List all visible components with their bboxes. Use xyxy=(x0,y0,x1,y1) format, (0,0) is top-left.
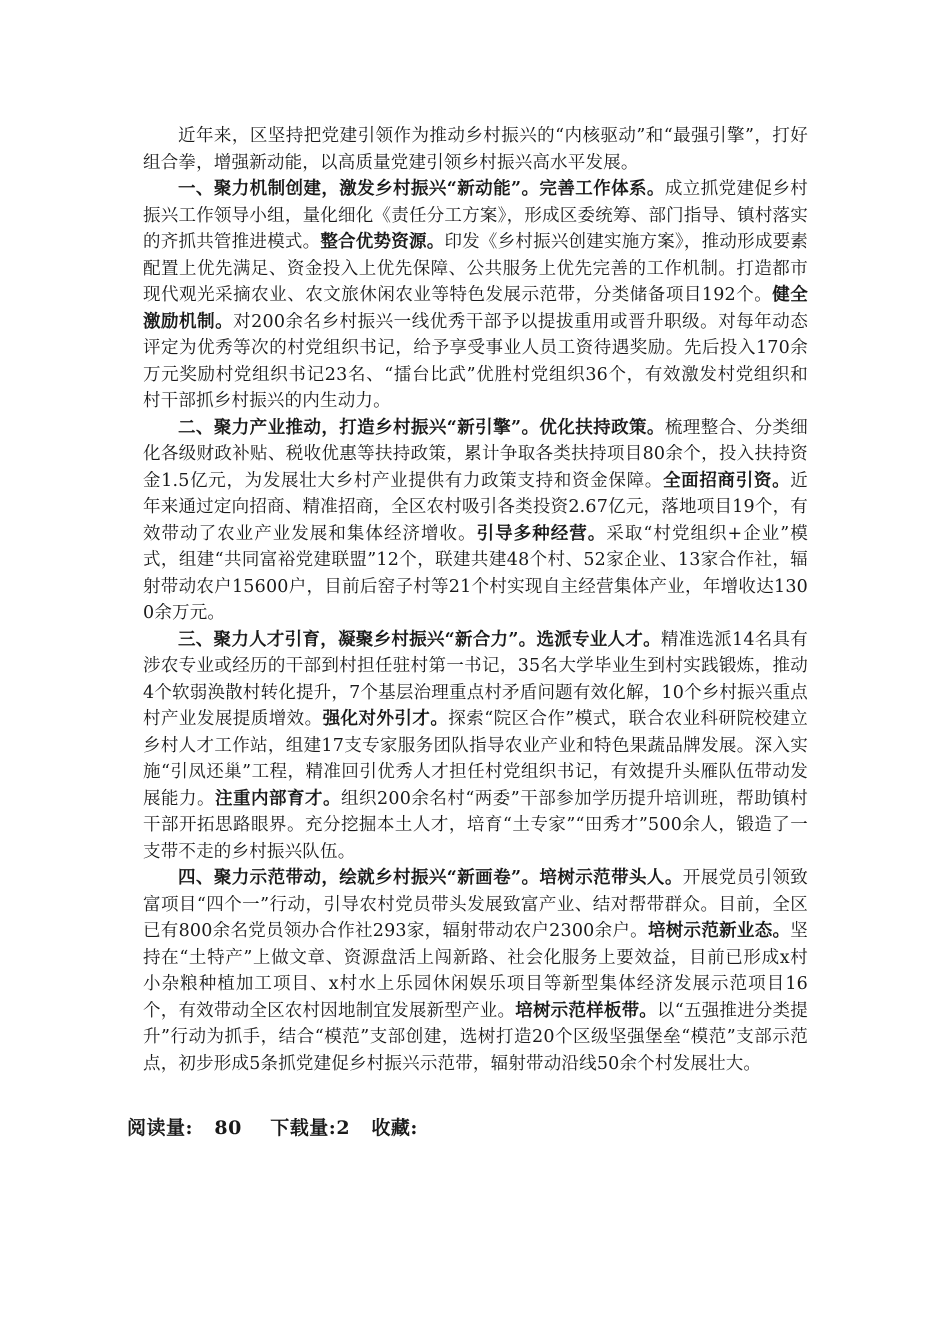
section-2-item-2-text: 近年来通过定向招商、精准招商，全区农村吸引各类投资2.67亿元，落地项目19个，有效带动了农业产业发展和集体经济增收。 xyxy=(143,470,808,544)
download-count-label: 下载量: xyxy=(270,1117,337,1139)
section-3-item-1-label: 选派专业人才。 xyxy=(536,629,661,650)
section-2-item-3-text: 采取“村党组织+企业”模式，组建“共同富裕党建联盟”12个，联建共建48个村、52家企业、13家合作社，辐射带动农户15600户，目前后窑子村等21个村实现自主经营集体产业，年增收达1300余万元。 xyxy=(143,523,808,623)
section-2-paragraph xyxy=(143,415,808,627)
section-1-heading: 一、聚力机制创建，激发乡村振兴“新动能”。 xyxy=(178,179,540,199)
section-3-item-3-text: 组织200余名村“两委”干部参加学历提升培训班，帮助镇村干部开拓思路眼界。充分挖掘本土人才，培育“土专家”“田秀才”500余人，锻造了一支带不走的乡村振兴队伍。 xyxy=(143,788,808,862)
section-3-item-2-label: 强化对外引才。 xyxy=(322,709,449,729)
section-1-item-2-text: 印发《乡村振兴创建实施方案》，推动形成要素配置上优先满足、资金投入上优先保障、公共服务上优先完善的工作机制。打造都市现代观光采摘农业、农文旅休闲农业等特色发展示范带，分类储备项目192个。 xyxy=(143,232,809,305)
section-4-item-3-text: 以“五强推进分类提升”行动为抓手，结合“模范”支部创建，选树打造20个区级坚强堡垒“模范”支部示范点，初步形成5条抓党建促乡村振兴示范带，辐射带动沿线50余个村发展壮大。 xyxy=(143,1000,808,1074)
section-3-item-3-label: 注重内部育才。 xyxy=(215,788,342,809)
read-count-label: 阅读量: xyxy=(127,1117,194,1139)
section-4-item-1-text: 开展党员引领致富项目“四个一”行动，引导农村党员带头发展致富产业、结对帮带群众。目前，全区已有800余名党员领办合作社293家，辐射带动农户2300余户。 xyxy=(143,868,808,941)
section-4-item-2-text: 坚持在“土特产”上做文章、资源盘活上闯新路、社会化服务上要效益，目前已形成x村小杂粮种植加工项目、x村水上乐园休闲娱乐项目等新型集体经济发展示范项目16个，有效带动全区农村因地制宜发展新型产业。 xyxy=(143,921,808,1021)
section-4-item-2-label: 培树示范新业态。 xyxy=(647,921,791,941)
favorite-button[interactable]: 收藏: xyxy=(371,1117,418,1139)
section-3-item-2-text: 探索“院区合作”模式，联合农业科研院校建立乡村人才工作站，组建17支专家服务团队指导农业产业和特色果蔬品牌发展。深入实施“引凤还巢”工程，精准回引优秀人才担任村党组织书记，有效提升头雁队伍带动发展能力。 xyxy=(143,709,809,809)
read-count-value: 80 xyxy=(214,1117,242,1139)
article-body xyxy=(143,123,808,1077)
section-4-item-1-label: 培树示范带头人。 xyxy=(539,868,683,888)
intro-paragraph: 近年来，区坚持把党建引领作为推动乡村振兴的“内核驱动”和“最强引擎”，打好组合拳，增强新动能，以高质量党建引领乡村振兴高水平发展。 xyxy=(143,126,808,173)
section-1-item-1-label: 完善工作体系。 xyxy=(539,179,665,199)
section-2-heading: 二、聚力产业推动，打造乡村振兴“新引擎”。 xyxy=(178,417,540,438)
section-1-item-1-text: 成立抓党建促乡村振兴工作领导小组，量化细化《责任分工方案》，形成区委统筹、部门指导、镇村落实的齐抓共管推进模式。 xyxy=(143,179,808,252)
section-4-item-3-label: 培树示范样板带。 xyxy=(515,1000,658,1021)
section-3-item-1-text: 精准选派14名具有涉农专业或经历的干部到村担任驻村第一书记，35名大学毕业生到村实践锻炼，推动4个软弱涣散村转化提升，7个基层治理重点村矛盾问题有效化解，10个乡村振兴重点村产业发展提质增效。 xyxy=(143,629,808,729)
section-2-item-2-label: 全面招商引资。 xyxy=(662,470,791,491)
section-1-item-3-label: 健全激励机制。 xyxy=(143,285,808,332)
section-4-heading: 四、聚力示范带动，绘就乡村振兴“新画卷”。 xyxy=(178,868,540,888)
section-4-paragraph xyxy=(143,865,808,1077)
section-2-item-1-label: 优化扶持政策。 xyxy=(539,417,665,438)
download-count-value: 2 xyxy=(336,1117,351,1139)
stats-bar xyxy=(127,1113,418,1140)
section-1-item-2-label: 整合优势资源。 xyxy=(320,232,445,252)
section-2-item-3-label: 引导多种经营。 xyxy=(476,523,607,544)
section-2-item-1-text: 梳理整合、分类细化各级财政补贴、税收优惠等扶持政策，累计争取各类扶持项目80余个，投入扶持资金1.5亿元，为发展壮大乡村产业提供有力政策支持和资金保障。 xyxy=(143,417,808,491)
section-1-paragraph xyxy=(143,176,808,415)
section-3-paragraph xyxy=(143,627,808,866)
section-3-heading: 三、聚力人才引育，凝聚乡村振兴“新合力”。 xyxy=(178,629,537,650)
section-1-item-3-text: 对200余名乡村振兴一线优秀干部予以提拔重用或晋升职级。对每年动态评定为优秀等次的村党组织书记，给予享受事业人员工资待遇奖励。先后投入170余万元奖励村党组织书记23名、“擂台比武”优胜村党组织36个，有效激发村党组织和村干部抓乡村振兴的内生动力。 xyxy=(143,311,809,411)
